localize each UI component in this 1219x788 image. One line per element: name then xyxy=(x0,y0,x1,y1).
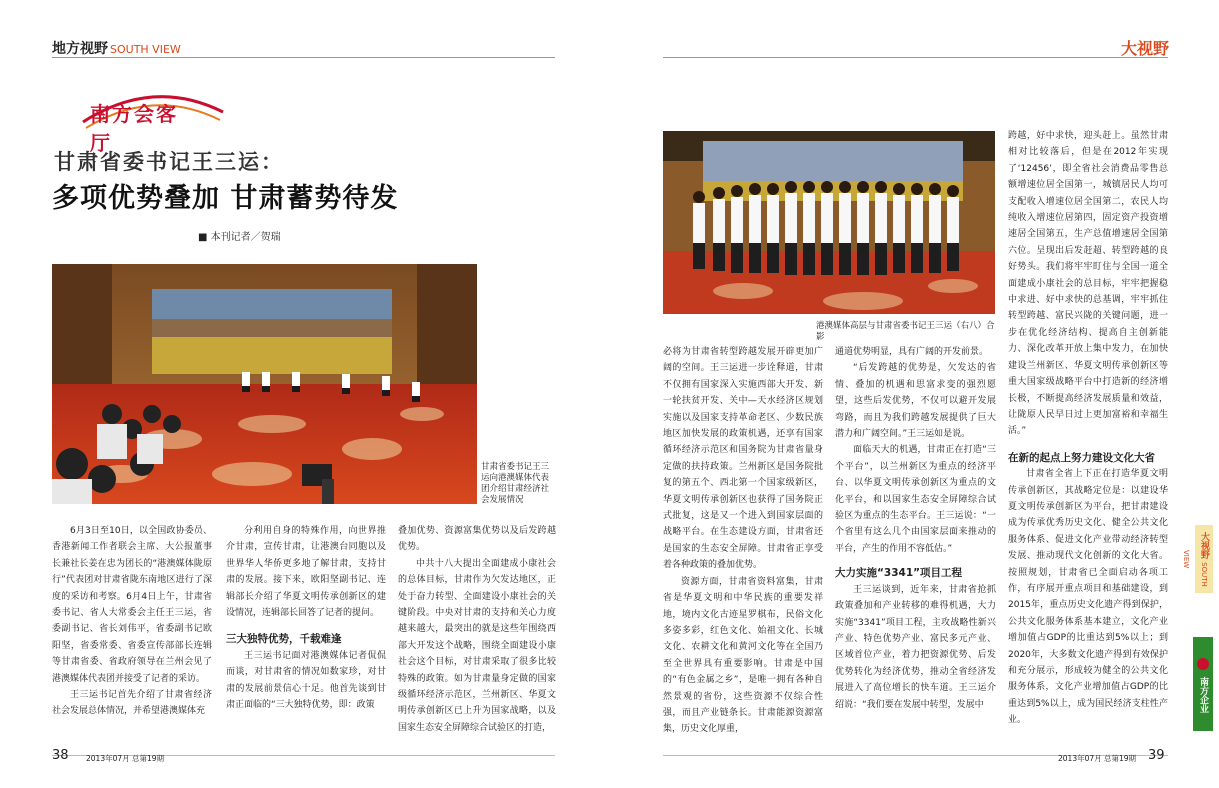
section-heading: 三大独特优势，千载难逢 xyxy=(226,633,342,646)
article-title: 多项优势叠加 甘肃蓄势待发 xyxy=(52,183,399,214)
section-heading: 大力实施“3341”项目工程 xyxy=(835,567,963,580)
section-header-left xyxy=(52,38,181,58)
paragraph: 必将为甘肃省转型跨越发展开辟更加广阔的空间。王三运进一步诠释道，甘肃不仅拥有国家深入实施西部大开发、新一轮扶贫开发、关中—天水经济区规划实施以及国家支持革命老区、少数民族地区加快发展的政策机遇，还享有国家循环经济示范区和国务院为甘肃省量身定做的扶持政策。兰州新区是国务院批复的第五个、西北第一个国家级新区，华夏文明传承创新区也获得了国务院正式批复，这是又一个进入到国家层面的战略平台。在生态建设方面，甘肃省还是国家的生态安全屏障。甘肃省正享受着各种政策的叠加优势。 xyxy=(663,347,823,571)
text-column-6 xyxy=(1008,128,1168,729)
paragraph: 分利用自身的特殊作用，向世界推介甘肃，宣传甘肃，让港澳台同胞以及世界华人华侨更多地了解甘肃，支持甘肃的发展。接下来，欧阳坚副书记、连辑部长介绍了华夏文明传承创新区的建设情况，连辑部长回答了记者的提问。 xyxy=(226,526,386,619)
text-column-1 xyxy=(52,523,212,720)
header-rule-right xyxy=(663,57,1168,58)
side-tab-bottom xyxy=(1193,637,1213,731)
text-column-5 xyxy=(835,344,996,713)
paragraph: “后发跨越的优势是，欠发达的省情、叠加的机遇和思富求变的强烈愿望，这些后发优势，不仅可以避开发展弯路，而且为我们跨越发展提供了巨大潜力和广阔空间。”王三运如是说。 xyxy=(835,363,996,440)
paragraph: 叠加优势、资源富集优势以及后发跨越优势。 xyxy=(398,526,556,553)
issue-info-left: 2013年07月 总第19期 xyxy=(86,754,165,763)
text-column-2 xyxy=(226,523,386,713)
article-author: ■ 本刊记者／贺瑞 xyxy=(198,232,281,243)
section-title-en: SOUTH VIEW xyxy=(110,43,181,56)
paragraph: 王三运书记面对港澳媒体记者侃侃而谈，对甘肃省的情况如数家珍，对甘肃的发展前景信心十足。他首先谈到甘肃正面临的“三大独特优势，即：政策 xyxy=(226,650,386,711)
photo-caption-1: 甘肃省委书记王三运向港澳媒体代表团介绍甘肃经济社会发展情况 xyxy=(481,462,550,505)
meeting-photo xyxy=(52,264,477,504)
section-heading: 在新的起点上努力建设文化大省 xyxy=(1008,451,1155,464)
header-rule-left xyxy=(52,57,555,58)
paragraph: 王三运谈到，近年来，甘肃省抢抓政策叠加和产业转移的难得机遇，大力实施“3341”项目工程，主攻战略性新兴产业、特色优势产业、富民多元产业、区域首位产业，着力把资源优势、后发优势转化为经济优势，推动全省经济发展进入了高位增长的快车道。王三运介绍说：“我们要在发展中转型，发展中 xyxy=(835,584,996,710)
column-logo xyxy=(78,82,198,155)
side-tab-label-en: SOUTH VIEW xyxy=(1182,549,1208,587)
side-tab-logo-icon xyxy=(1197,658,1209,670)
paragraph: 通道优势明显，具有广阔的开发前景。 xyxy=(835,347,989,357)
section-title: 地方视野 xyxy=(52,41,108,57)
photo-caption-2: 港澳媒体高层与甘肃省委书记王三运（右八）合影 xyxy=(816,321,995,342)
side-tab-top xyxy=(1182,525,1213,593)
text-column-3 xyxy=(398,523,556,736)
page-number-right: 39 xyxy=(1148,748,1165,763)
paragraph: 资源方面，甘肃省资料富集，甘肃省是华夏文明和中华民族的重要发祥地，境内文化古迹星罗棋布，民俗文化多姿多彩，红色文化、始祖文化、长城文化、农耕文化和黄河文化等在全国乃至全世界具有重要影响。甘肃是中国的“有色金属之乡”，是唯一拥有各种自然景观的省份，这些资源不仅综合性强，而且产业链条长。甘肃能源资源富集，历史文化厚重， xyxy=(663,576,823,735)
paragraph: 6月3日至10日，以全国政协委员、香港新闻工作者联会主席、大公报董事长兼社长姜在忠为团长的“港澳媒体陇原行”代表团对甘肃省陇东南地区进行了深度的采访和考察。6月4日上午，甘肃省委书记、省人大常委会主任王三运，省委副书记、省长刘伟平，省委副书记欧阳坚，省委常委、省委宣传部部长连辑等甘肃省委、省政府领导在兰州会见了港澳媒体代表团并接受了记者的采访。 xyxy=(52,526,212,684)
group-photo xyxy=(663,131,995,314)
paragraph: 跨越，好中求快，迎头赶上。虽然甘肃相对比较落后，但是在2012年实现了‘12456’，即全省社会消费品零售总额增速位居全国第一，城镇居民人均可支配收入增速位居全国第二，农民人均纯收入增速位居第四，固定资产投资增速居全国第五，生产总值增速居全国第六位。呈现出后发赶超、转型跨越的良好势头。我们将牢牢盯住与全国一道全面建成小康社会的总目标，牢牢把握稳中求进、好中求快的总基调，牢牢抓住转型跨越、富民兴陇的关键问题，进一步在优化经济结构、提高自主创新能力、深化改革开放上集中发力，在加快建设兰州新区、华夏文明传承创新区等重大国家级战略平台中打造新的经济增长极，不断提高经济发展质量和效益，让陇原人民早日过上更加富裕和幸福生活。” xyxy=(1008,131,1168,437)
article-subtitle: 甘肃省委书记王三运： xyxy=(54,149,284,174)
issue-info-right: 2013年07月 总第19期 xyxy=(1058,754,1137,763)
paragraph: 面临天大的机遇，甘肃正在打造“三个平台”，以兰州新区为重点的经济平台、以华夏文明传承创新区为重点的文化平台，和以国家生态安全屏障综合试验区为重点的生态平台。王三运说：“一个省里有这么几个由国家层面来推动的平台，产生的作用不容低估。” xyxy=(835,445,996,554)
section-header-right: 大视野 xyxy=(1120,39,1169,58)
paragraph: 中共十八大提出全面建成小康社会的总体目标，甘肃作为欠发达地区，正处于奋力转型、全面建设小康社会的关键阶段。中央对甘肃的支持和关心力度越来越大，最突出的就是这些年围绕西部大开发这个战略，围绕全面建设小康社会这个目标，对甘肃采取了很多比较特殊的政策。如为甘肃量身定做的国家级循环经济示范区，兰州新区、华夏文明传承创新区已上升为国家战略，以及国家生态安全屏障综合试验区的打造， xyxy=(398,558,556,733)
side-tab-label-bottom: 南方企业 xyxy=(1198,677,1208,714)
paragraph: 王三运书记首先介绍了甘肃省经济社会发展总体情况，并希望港澳媒体充 xyxy=(52,690,212,717)
side-tab-label: 大视野 xyxy=(1199,531,1209,559)
text-column-4 xyxy=(663,344,823,738)
page-number-left: 38 xyxy=(52,748,69,763)
paragraph: 甘肃省全省上下正在打造华夏文明传承创新区，其战略定位是：以建设华夏文明传承创新区为平台，把甘肃建设成为传承优秀历史文化、健全公共文化服务体系、促进文化产业带动经济转型发展、推动现代文化创新的文化大省。按照规划，甘肃省已全面启动各项工作，有序展开重点项目和基础建设，到2015年，重点历史文化遗产得到保护，公共文化服务体系基本建立，文化产业增加值占GDP的比重达到5%以上；到2020年，大多数文化遗产得到有效保护和充分展示，形成较为健全的公共文化服务体系，文化产业增加值占GDP的比重达到5%以上，成为国民经济支柱性产业。 xyxy=(1008,469,1168,726)
column-name: 南方会客厅 xyxy=(90,102,178,155)
